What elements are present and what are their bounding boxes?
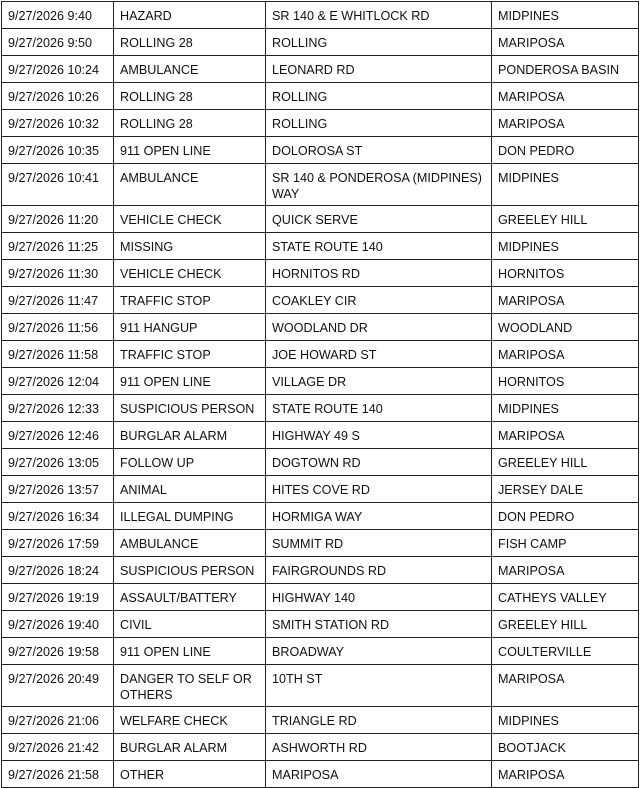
call-location-cell: MARIPOSA (266, 761, 492, 788)
table-row (2, 164, 639, 206)
call-location-cell: DOLOROSA ST (266, 137, 492, 164)
call-location-cell: SMITH STATION RD (266, 611, 492, 638)
call-location-cell: ROLLING (266, 110, 492, 137)
call-type-cell: 911 OPEN LINE (114, 638, 266, 665)
call-datetime-cell: 9/27/2026 10:41 (2, 164, 114, 206)
call-location-cell: ROLLING (266, 29, 492, 56)
call-type-cell: TRAFFIC STOP (114, 287, 266, 314)
call-datetime-cell: 9/27/2026 20:49 (2, 665, 114, 707)
call-location-cell: VILLAGE DR (266, 368, 492, 395)
table-row (2, 557, 639, 584)
call-area-cell: MARIPOSA (492, 422, 639, 449)
call-location-cell: DOGTOWN RD (266, 449, 492, 476)
call-location-cell: TRIANGLE RD (266, 707, 492, 734)
call-area-cell: WOODLAND (492, 314, 639, 341)
call-area-cell: MIDPINES (492, 164, 639, 206)
call-datetime-cell: 9/27/2026 10:35 (2, 137, 114, 164)
table-row (2, 206, 639, 233)
call-area-cell: GREELEY HILL (492, 449, 639, 476)
call-datetime-cell: 9/27/2026 18:24 (2, 557, 114, 584)
table-row (2, 638, 639, 665)
call-type-cell: HAZARD (114, 2, 266, 29)
call-area-cell: DON PEDRO (492, 503, 639, 530)
call-type-cell: AMBULANCE (114, 530, 266, 557)
call-area-cell: MARIPOSA (492, 110, 639, 137)
call-location-cell: SUMMIT RD (266, 530, 492, 557)
table-row (2, 395, 639, 422)
call-location-cell: QUICK SERVE (266, 206, 492, 233)
call-area-cell: FISH CAMP (492, 530, 639, 557)
call-type-cell: TRAFFIC STOP (114, 341, 266, 368)
call-datetime-cell: 9/27/2026 16:34 (2, 503, 114, 530)
table-row (2, 29, 639, 56)
call-area-cell: MIDPINES (492, 707, 639, 734)
table-row (2, 137, 639, 164)
call-datetime-cell: 9/27/2026 19:40 (2, 611, 114, 638)
table-row (2, 422, 639, 449)
call-datetime-cell: 9/27/2026 11:25 (2, 233, 114, 260)
call-type-cell: FOLLOW UP (114, 449, 266, 476)
call-area-cell: MIDPINES (492, 233, 639, 260)
call-type-cell: DANGER TO SELF OR OTHERS (114, 665, 266, 707)
call-area-cell: JERSEY DALE (492, 476, 639, 503)
call-location-cell: HIGHWAY 49 S (266, 422, 492, 449)
table-row (2, 611, 639, 638)
call-location-cell: LEONARD RD (266, 56, 492, 83)
call-type-cell: MISSING (114, 233, 266, 260)
table-row (2, 2, 639, 29)
call-type-cell: ANIMAL (114, 476, 266, 503)
call-area-cell: GREELEY HILL (492, 611, 639, 638)
call-location-cell: 10TH ST (266, 665, 492, 707)
call-area-cell: DON PEDRO (492, 137, 639, 164)
table-row (2, 449, 639, 476)
table-row (2, 734, 639, 761)
call-type-cell: OTHER (114, 761, 266, 788)
call-type-cell: SUSPICIOUS PERSON (114, 557, 266, 584)
call-location-cell: STATE ROUTE 140 (266, 233, 492, 260)
table-row (2, 341, 639, 368)
call-location-cell: ROLLING (266, 83, 492, 110)
call-datetime-cell: 9/27/2026 17:59 (2, 530, 114, 557)
call-type-cell: ASSAULT/BATTERY (114, 584, 266, 611)
call-datetime-cell: 9/27/2026 9:50 (2, 29, 114, 56)
call-type-cell: BURGLAR ALARM (114, 734, 266, 761)
call-datetime-cell: 9/27/2026 9:40 (2, 2, 114, 29)
call-area-cell: GREELEY HILL (492, 206, 639, 233)
call-datetime-cell: 9/27/2026 11:47 (2, 287, 114, 314)
call-area-cell: MARIPOSA (492, 83, 639, 110)
call-type-cell: VEHICLE CHECK (114, 206, 266, 233)
call-type-cell: SUSPICIOUS PERSON (114, 395, 266, 422)
call-area-cell: MARIPOSA (492, 761, 639, 788)
table-row (2, 476, 639, 503)
call-type-cell: CIVIL (114, 611, 266, 638)
call-area-cell: MARIPOSA (492, 29, 639, 56)
call-type-cell: 911 HANGUP (114, 314, 266, 341)
table-row (2, 314, 639, 341)
call-datetime-cell: 9/27/2026 12:46 (2, 422, 114, 449)
call-datetime-cell: 9/27/2026 10:32 (2, 110, 114, 137)
call-location-cell: ASHWORTH RD (266, 734, 492, 761)
call-location-cell: SR 140 & PONDEROSA (MIDPINES) WAY (266, 164, 492, 206)
call-type-cell: ROLLING 28 (114, 29, 266, 56)
call-location-cell: HORNITOS RD (266, 260, 492, 287)
call-type-cell: ILLEGAL DUMPING (114, 503, 266, 530)
call-type-cell: AMBULANCE (114, 164, 266, 206)
call-type-cell: ROLLING 28 (114, 83, 266, 110)
call-area-cell: HORNITOS (492, 368, 639, 395)
table-row (2, 110, 639, 137)
call-area-cell: MIDPINES (492, 2, 639, 29)
call-datetime-cell: 9/27/2026 12:04 (2, 368, 114, 395)
call-type-cell: AMBULANCE (114, 56, 266, 83)
table-row (2, 260, 639, 287)
call-datetime-cell: 9/27/2026 10:26 (2, 83, 114, 110)
call-type-cell: 911 OPEN LINE (114, 137, 266, 164)
table-row (2, 584, 639, 611)
call-area-cell: PONDEROSA BASIN (492, 56, 639, 83)
table-row (2, 233, 639, 260)
table-row (2, 503, 639, 530)
table-row (2, 707, 639, 734)
table-row (2, 83, 639, 110)
call-location-cell: STATE ROUTE 140 (266, 395, 492, 422)
table-row (2, 56, 639, 83)
call-area-cell: MARIPOSA (492, 557, 639, 584)
call-location-cell: HITES COVE RD (266, 476, 492, 503)
call-datetime-cell: 9/27/2026 13:57 (2, 476, 114, 503)
call-datetime-cell: 9/27/2026 11:20 (2, 206, 114, 233)
call-datetime-cell: 9/27/2026 11:58 (2, 341, 114, 368)
call-type-cell: VEHICLE CHECK (114, 260, 266, 287)
call-area-cell: CATHEYS VALLEY (492, 584, 639, 611)
call-area-cell: BOOTJACK (492, 734, 639, 761)
call-area-cell: MIDPINES (492, 395, 639, 422)
call-datetime-cell: 9/27/2026 21:58 (2, 761, 114, 788)
call-type-cell: WELFARE CHECK (114, 707, 266, 734)
table-row (2, 665, 639, 707)
call-location-cell: FAIRGROUNDS RD (266, 557, 492, 584)
call-location-cell: BROADWAY (266, 638, 492, 665)
call-location-cell: WOODLAND DR (266, 314, 492, 341)
call-datetime-cell: 9/27/2026 10:24 (2, 56, 114, 83)
call-type-cell: ROLLING 28 (114, 110, 266, 137)
call-area-cell: MARIPOSA (492, 341, 639, 368)
call-location-cell: COAKLEY CIR (266, 287, 492, 314)
call-location-cell: JOE HOWARD ST (266, 341, 492, 368)
call-datetime-cell: 9/27/2026 21:06 (2, 707, 114, 734)
call-datetime-cell: 9/27/2026 19:19 (2, 584, 114, 611)
call-type-cell: BURGLAR ALARM (114, 422, 266, 449)
table-row (2, 761, 639, 788)
call-location-cell: SR 140 & E WHITLOCK RD (266, 2, 492, 29)
call-datetime-cell: 9/27/2026 21:42 (2, 734, 114, 761)
call-type-cell: 911 OPEN LINE (114, 368, 266, 395)
call-location-cell: HIGHWAY 140 (266, 584, 492, 611)
call-area-cell: MARIPOSA (492, 287, 639, 314)
table-row (2, 530, 639, 557)
table-row (2, 287, 639, 314)
call-datetime-cell: 9/27/2026 12:33 (2, 395, 114, 422)
table-row (2, 368, 639, 395)
call-area-cell: MARIPOSA (492, 665, 639, 707)
call-datetime-cell: 9/27/2026 11:30 (2, 260, 114, 287)
call-datetime-cell: 9/27/2026 19:58 (2, 638, 114, 665)
call-area-cell: HORNITOS (492, 260, 639, 287)
call-log-table (1, 1, 639, 788)
call-datetime-cell: 9/27/2026 11:56 (2, 314, 114, 341)
call-location-cell: HORMIGA WAY (266, 503, 492, 530)
call-area-cell: COULTERVILLE (492, 638, 639, 665)
call-datetime-cell: 9/27/2026 13:05 (2, 449, 114, 476)
call-log-body (2, 2, 639, 788)
